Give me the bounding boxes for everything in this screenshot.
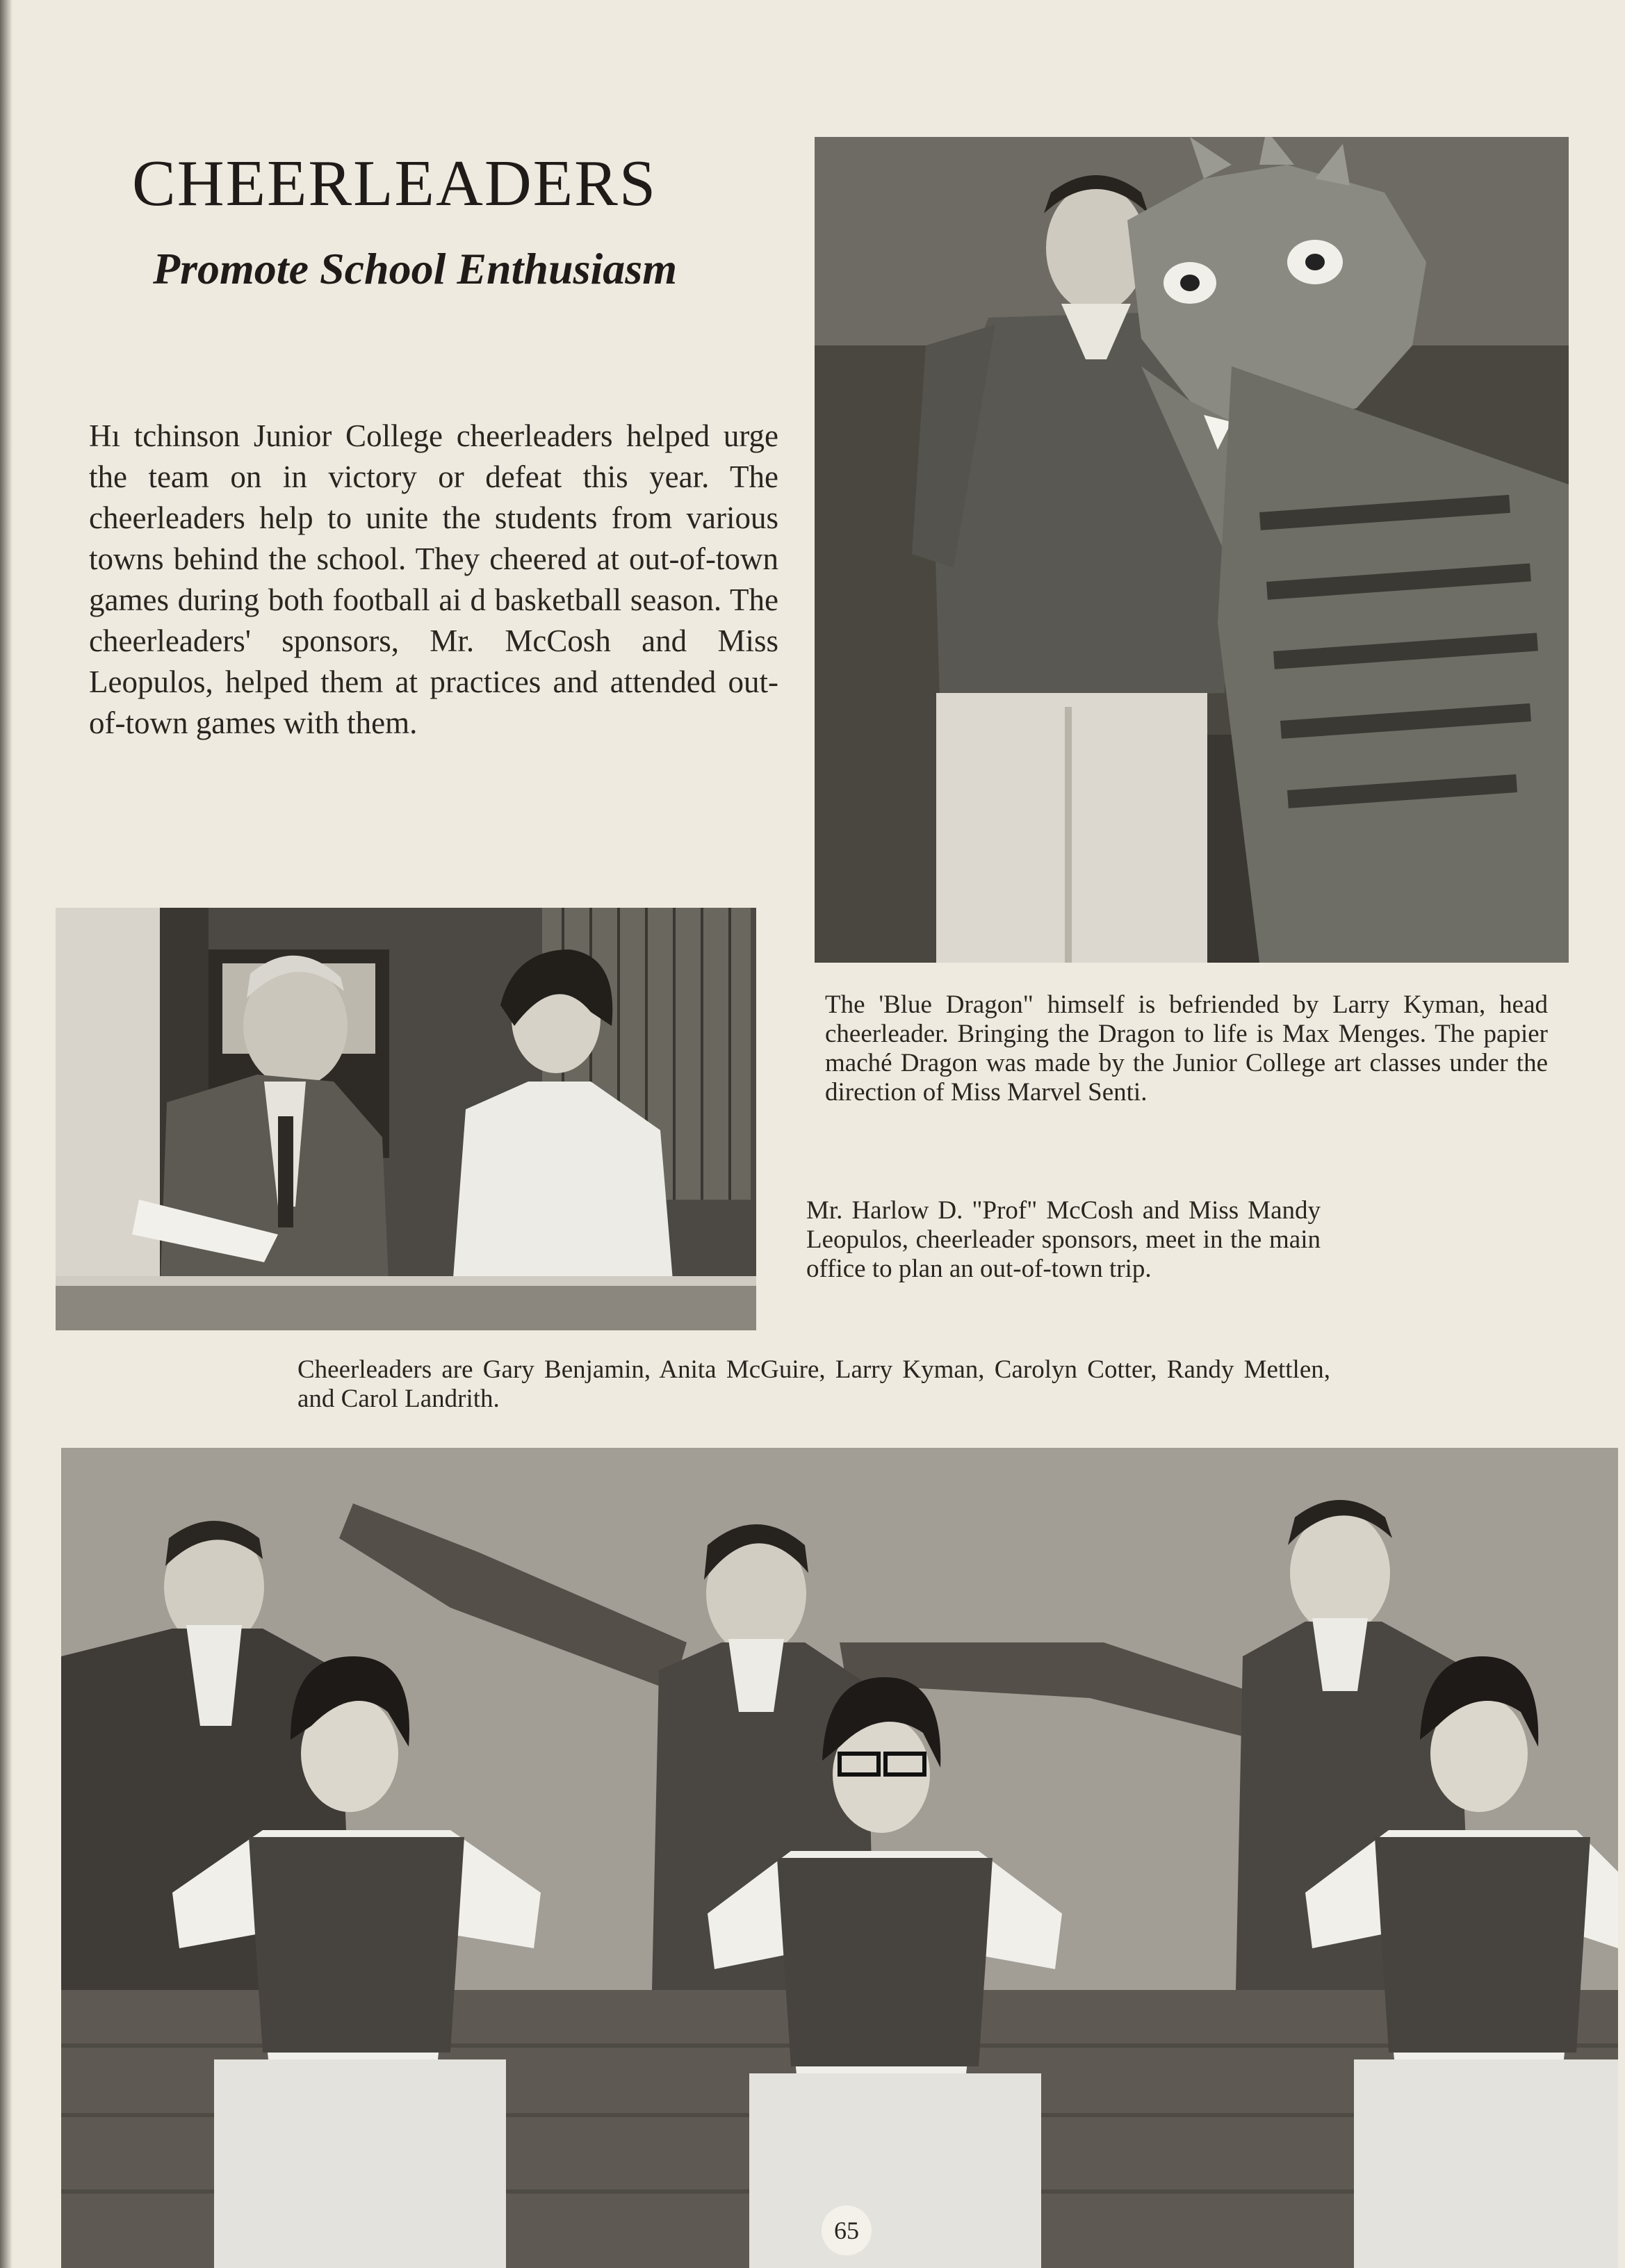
cheerleaders-group-photo: [61, 1448, 1618, 2268]
page-binding-shadow: [0, 0, 13, 2268]
group-photo-illustration: [61, 1448, 1618, 2268]
dragon-photo-illustration: [815, 137, 1569, 963]
dragon-photo-caption: The 'Blue Dragon" himself is befriended by Larry Kyman, head cheerleader. Bringing the Dragon to life is Max Menges. The papier maché Dragon was made by the Junior College art classes under the direction of Miss Marvel Senti.: [825, 990, 1548, 1107]
sponsors-photo-illustration: [56, 908, 756, 1330]
page-subtitle: Promote School Enthusiasm: [153, 244, 677, 293]
intro-paragraph: Hı tchinson Junior College cheerleaders helped urge the team on in victory or defeat this year. The cheerleaders help to unite the students from various towns behind the school. They cheered at out-of-town games during both football ai d basketball season. The cheerleaders' sponsors, Mr. McCosh and Miss Leopulos, helped them at practices and attended out-of-town games with them.: [89, 418, 778, 740]
dragon-mascot-photo: [815, 137, 1569, 963]
sponsors-office-photo: [56, 908, 756, 1330]
sponsors-photo-caption: Mr. Harlow D. "Prof" McCosh and Miss Mandy Leopulos, cheerleader sponsors, meet in the main office to plan an out-of-town trip.: [806, 1196, 1321, 1283]
page-number: 65: [822, 2205, 872, 2255]
group-photo-caption: Cheerleaders are Gary Benjamin, Anita McGuire, Larry Kyman, Carolyn Cotter, Randy Mettlen, and Carol Landrith.: [297, 1355, 1330, 1413]
page-title: CHEERLEADERS: [132, 147, 658, 220]
